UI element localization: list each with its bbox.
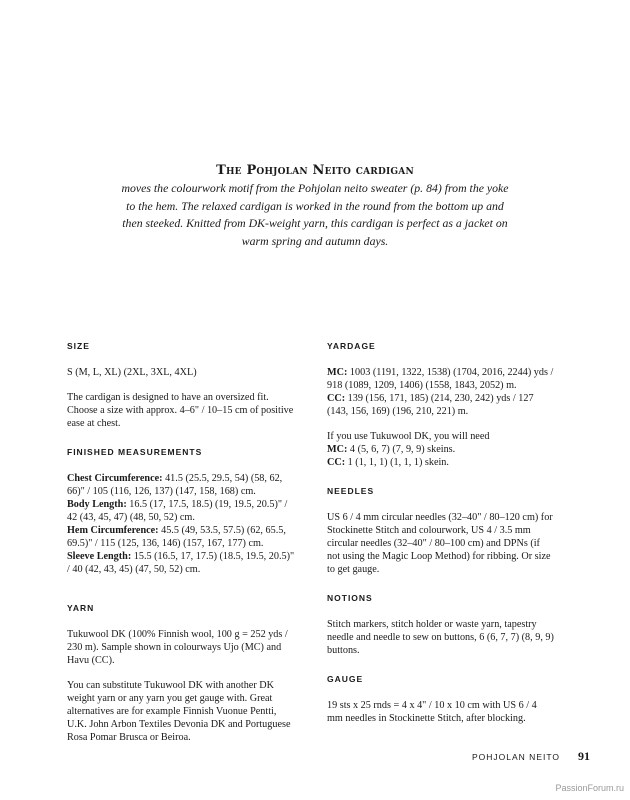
notions-heading: NOTIONS: [327, 593, 373, 603]
measurement-sleeve: Sleeve Length: 15.5 (16.5, 17, 17.5) (18.5, 19.5, 20.5)" / 40 (42, 43, 45) (47, 50, 52) cm.: [67, 551, 295, 575]
yardage-mc: MC: 1003 (1191, 1322, 1538) (1704, 2016, 2244) yds / 918 (1089, 1209, 1406) (1558, 1843, 2052) m.: [327, 367, 554, 391]
measurements-list: [67, 472, 295, 576]
left-column: [67, 340, 295, 760]
gauge-heading: GAUGE: [327, 674, 364, 684]
tukuwool-cc: CC: 1 (1, 1, 1) (1, 1, 1) skein.: [327, 457, 449, 468]
needles-text: US 6 / 4 mm circular needles (32–40" / 80–120 cm) for Stockinette Stitch and colourwork, US 4 / 3.5 mm circular needles (32–40" / 80–100 cm) and DPNs (if not using the Magic Loop Method) for ribbing. Or size to get gauge.: [327, 512, 553, 575]
needles-section: [327, 485, 555, 576]
measurement-hem: Hem Circumference: 45.5 (49, 53.5, 57.5) (62, 65.5, 69.5)" / 115 (125, 136, 146) (157, 167, 177) cm.: [67, 525, 286, 549]
yardage-tukuwool: If you use Tukuwool DK, you will need MC: 4 (5, 6, 7) (7, 9, 9) skeins. CC: 1 (1, 1, 1) (1, 1, 1) skein.: [327, 430, 555, 469]
gauge-text: 19 sts x 25 rnds = 4 x 4" / 10 x 10 cm with US 6 / 4 mm needles in Stockinette Stitch, after blocking.: [327, 700, 537, 724]
measurements-section: [67, 446, 295, 576]
size-list: S (M, L, XL) (2XL, 3XL, 4XL): [67, 367, 197, 378]
measurement-body-length: Body Length: 16.5 (17, 17.5, 18.5) (19, 19.5, 20.5)" / 42 (43, 45, 47) (48, 50, 52) cm.: [67, 499, 288, 523]
measurement-chest: Chest Circumference: 41.5 (25.5, 29.5, 54) (58, 62, 66)" / 105 (116, 126, 137) (147, 158, 168) cm.: [67, 473, 283, 497]
site-watermark: PassionForum.ru: [555, 783, 624, 793]
yarn-description: Tukuwool DK (100% Finnish wool, 100 g = 252 yds / 230 m). Sample shown in colourways Ujo (MC) and Havu (CC).: [67, 629, 288, 666]
tukuwool-mc: MC: 4 (5, 6, 7) (7, 9, 9) skeins.: [327, 444, 456, 455]
size-section: [67, 340, 295, 430]
yarn-section: [67, 602, 295, 744]
yardage-cc: CC: 139 (156, 171, 185) (214, 230, 242) yds / 127 (143, 156, 169) (196, 210, 221) m.: [327, 393, 534, 417]
size-note: The cardigan is designed to have an oversized fit. Choose a size with approx. 4–6" / 10–15 cm of positive ease at chest.: [67, 392, 294, 429]
pattern-title: The Pohjolan Neito cardigan: [216, 163, 414, 178]
size-heading: SIZE: [67, 341, 90, 351]
yardage-heading: YARDAGE: [327, 341, 376, 351]
needles-heading: NEEDLES: [327, 486, 375, 496]
yarn-substitutes: You can substitute Tukuwool DK with another DK weight yarn or any yarn you get gauge with. Great alternatives are for example Finnish Vuonue Pentti, U.K. John Arbon Textiles Devonia DK and Portuguese Rosa Pomar Brusca or Beiroa.: [67, 680, 291, 743]
measurements-heading: FINISHED MEASUREMENTS: [67, 447, 203, 457]
notions-section: [327, 592, 555, 657]
running-footer-section: POHJOLAN NEITO: [472, 752, 560, 762]
gauge-section: [327, 673, 555, 725]
yarn-heading: YARN: [67, 603, 95, 613]
notions-text: Stitch markers, stitch holder or waste yarn, tapestry needle and needle to sew on buttons, 6 (6, 7, 7) (8, 9, 9) buttons.: [327, 619, 554, 656]
page-number: 91: [578, 749, 590, 763]
yardage-section: [327, 340, 555, 469]
yardage-amounts: [327, 366, 555, 418]
pattern-intro: moves the colourwork motif from the Pohjolan neito sweater (p. 84) from the yoke to the hem. The relaxed cardigan is worked in the round from the bottom up and then steeked. Knitted from DK-weight yarn, this cardigan is perfect as a jacket on warm spring and autumn days.: [121, 181, 509, 248]
right-column: [327, 340, 555, 741]
